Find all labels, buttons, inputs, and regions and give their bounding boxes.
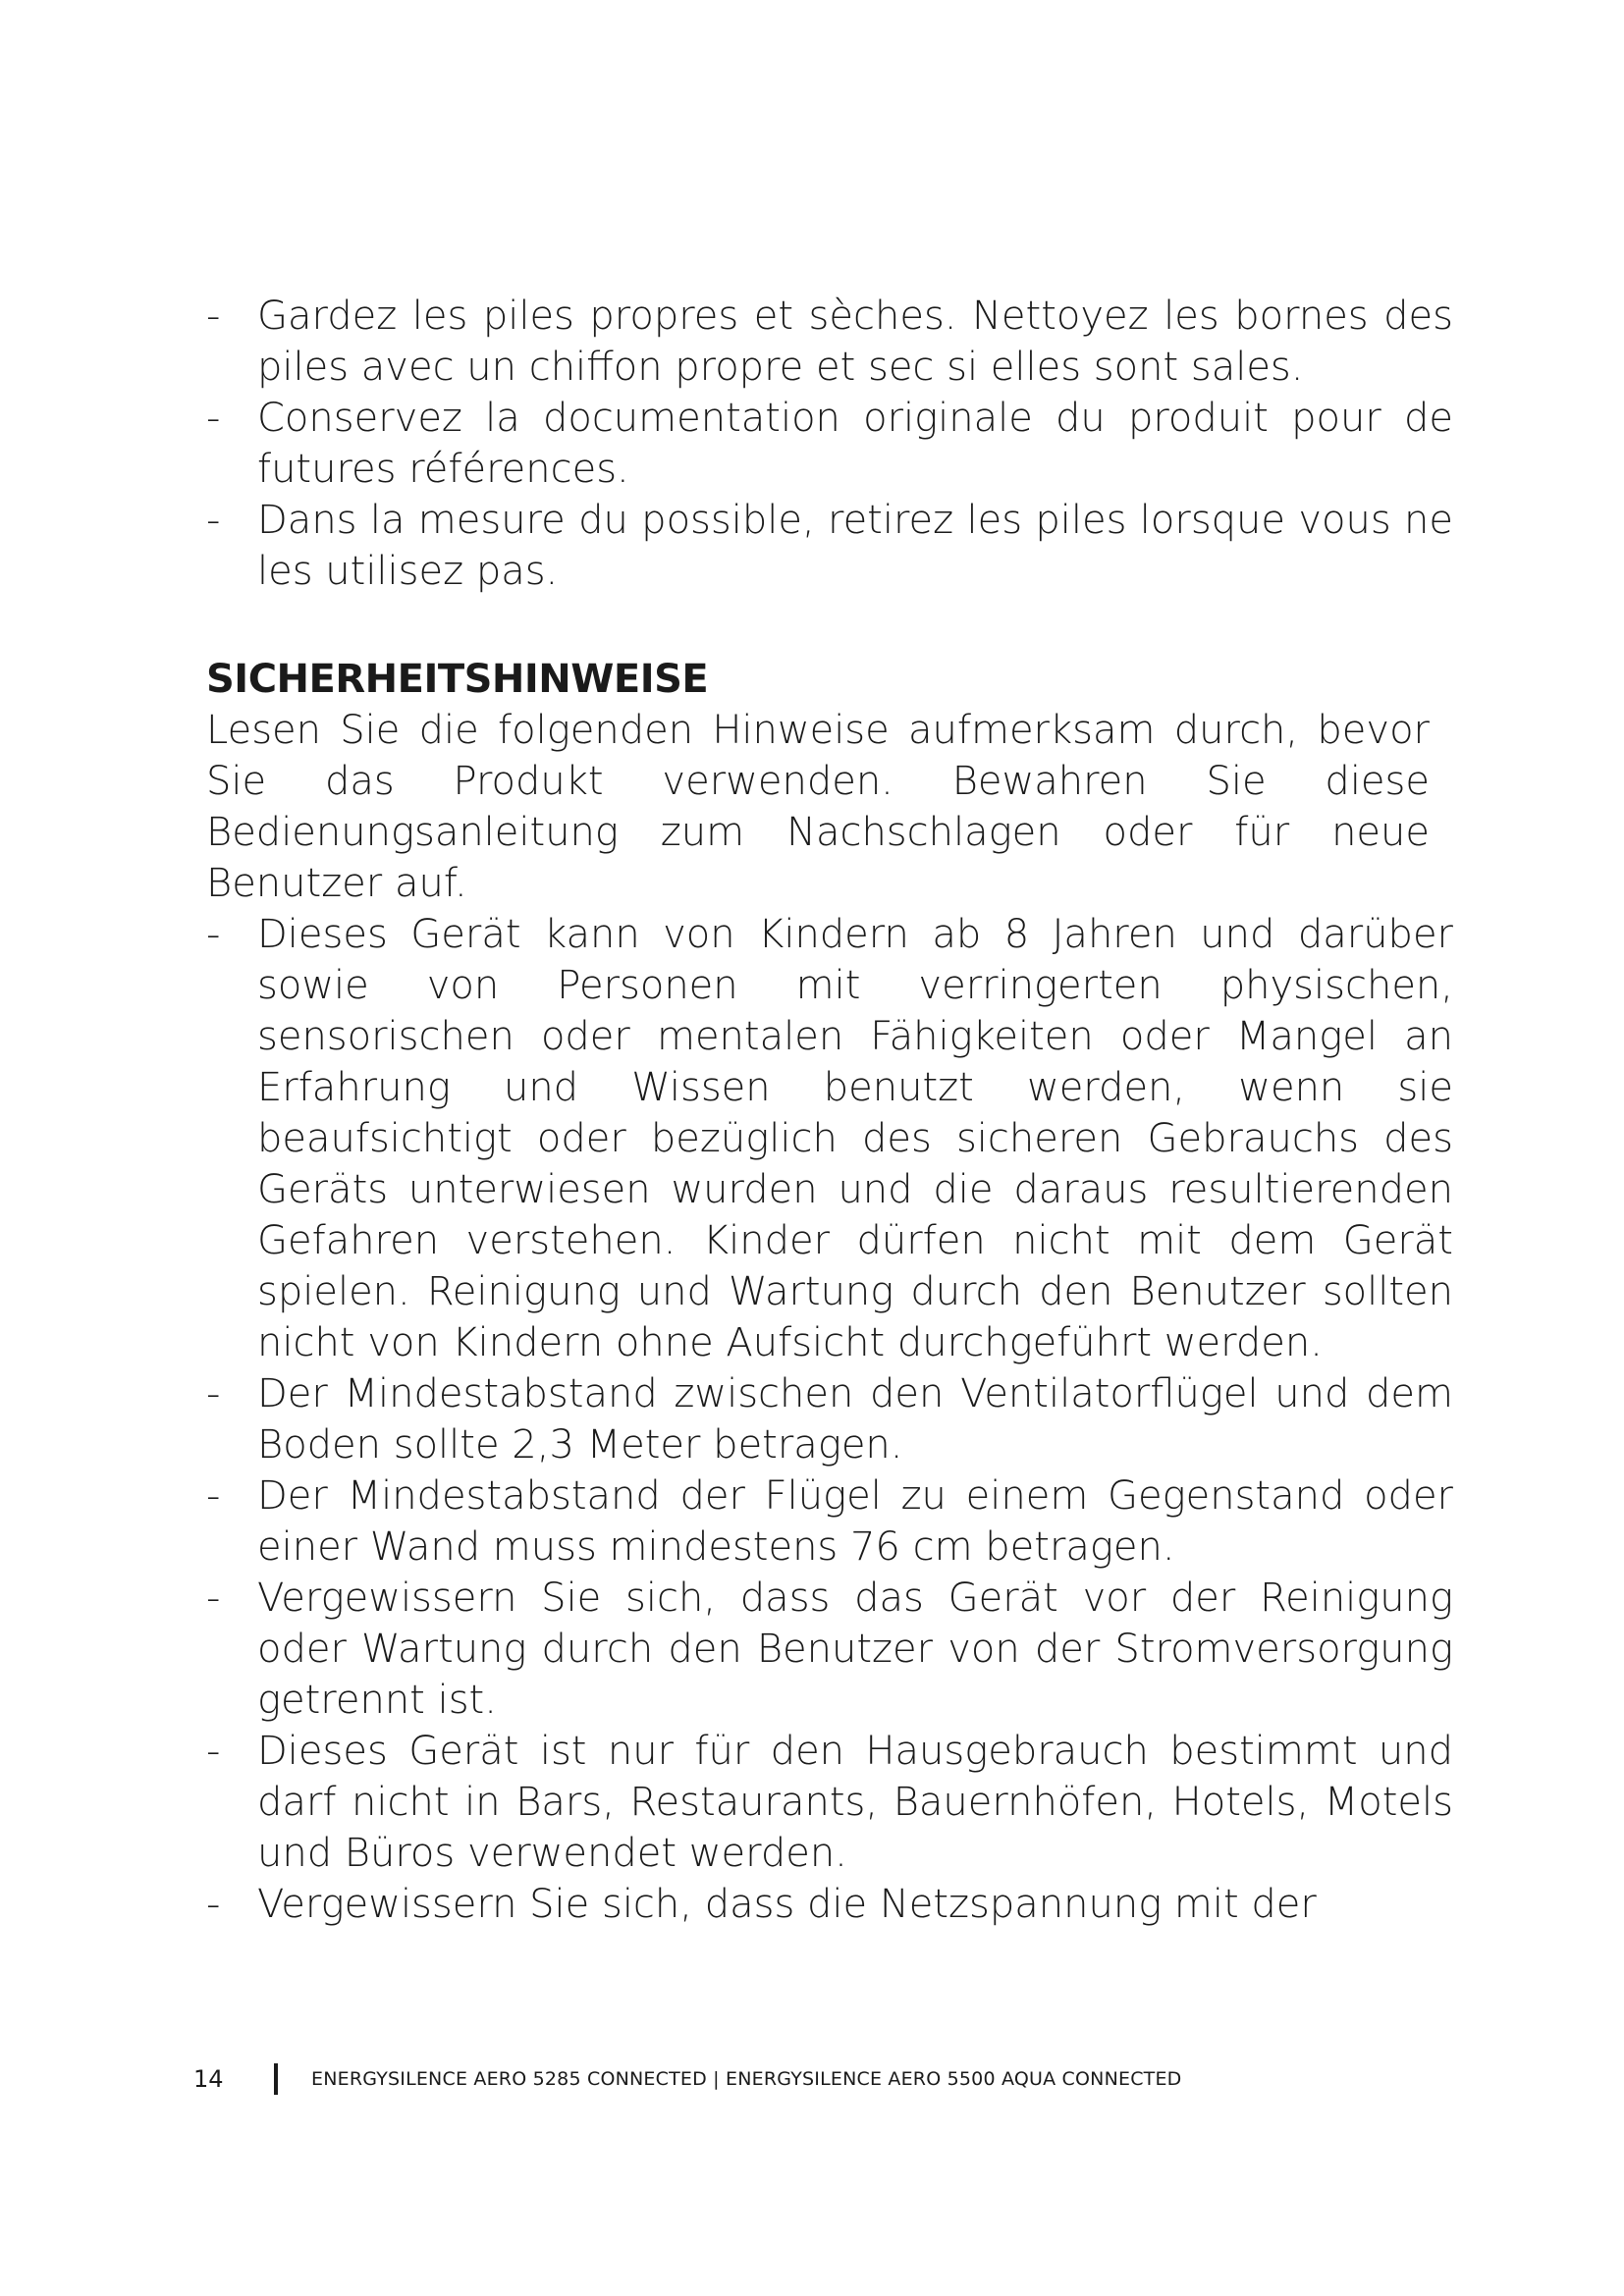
list-item [206,1368,1453,1470]
bullet-text: Dieses Gerät ist nur für den Hausgebrauch bestimmt und darf nicht in Bars, Restaurants, Bauernhöfen, Hotels, Motels und Büros verwendet werden. [257,1729,1453,1876]
bullet-marker: - [206,396,221,441]
bullet-marker: - [206,498,221,543]
footer-model-names: ENERGYSILENCE AERO 5285 CONNECTED | ENERGYSILENCE AERO 5500 AQUA CONNECTED [311,2068,1182,2090]
bullet-marker: - [206,294,221,339]
section-intro: Lesen Sie die folgenden Hinweise aufmerksam durch, bevor Sie das Produkt verwenden. Bewahren Sie diese Bedienungsanleitung zum Nachschlagen oder für neue Benutzer auf. [206,708,1430,906]
bullet-marker: - [206,1882,221,1927]
bullet-marker: - [206,1575,221,1621]
list-item [206,1573,1453,1726]
bullet-marker: - [206,1371,221,1416]
bullet-text: Gardez les piles propres et sèches. Nettoyez les bornes des piles avec un chiffon propre et sec si elles sont sales. [257,294,1453,390]
footer-divider [274,2063,278,2095]
bullet-text: Dieses Gerät kann von Kindern ab 8 Jahren und darüber sowie von Personen mit verringerten physischen, sensorischen oder mentalen Fähigkeiten oder Mangel an Erfahrung und Wissen benutzt werden, wenn sie beaufsichtigt oder bezüglich des sicheren Gebrauchs des Geräts unterwiesen wurden und die daraus resultierenden Gefahren verstehen. Kinder dürfen nicht mit dem Gerät spielen. Reinigung und Wartung durch den Benutzer sollten nicht von Kindern ohne Aufsicht durchgeführt werden. [257,912,1453,1365]
page-number: 14 [193,2065,224,2093]
bullet-text: Der Mindestabstand der Flügel zu einem Gegenstand oder einer Wand muss mindestens 76 cm betragen. [257,1473,1453,1570]
section-title: SICHERHEITSHINWEISE [206,657,709,702]
bullet-marker: - [206,1729,221,1774]
bullet-text: Vergewissern Sie sich, dass das Gerät vor der Reinigung oder Wartung durch den Benutzer von der Stromversorgung getrennt ist. [257,1575,1453,1723]
bullet-marker: - [206,912,221,957]
bullet-text: Vergewissern Sie sich, dass die Netzspannung mit der [257,1882,1317,1927]
bullet-marker: - [206,1473,221,1519]
bullet-text: Dans la mesure du possible, retirez les piles lorsque vous ne les utilisez pas. [257,498,1453,594]
list-item [206,1470,1453,1573]
list-item [206,1879,1453,1930]
bullet-text: Conservez la documentation originale du produit pour de futures références. [257,396,1453,492]
list-item [206,909,1453,1368]
list-item [206,393,1453,495]
french-bullet-list [206,291,1453,597]
page-footer [193,2059,1182,2099]
german-bullet-list [206,909,1453,1930]
page-content [206,291,1453,1930]
list-item [206,1726,1453,1879]
list-item [206,495,1453,597]
list-item [206,291,1453,393]
bullet-text: Der Mindestabstand zwischen den Ventilatorflügel und dem Boden sollte 2,3 Meter betragen. [257,1371,1453,1468]
